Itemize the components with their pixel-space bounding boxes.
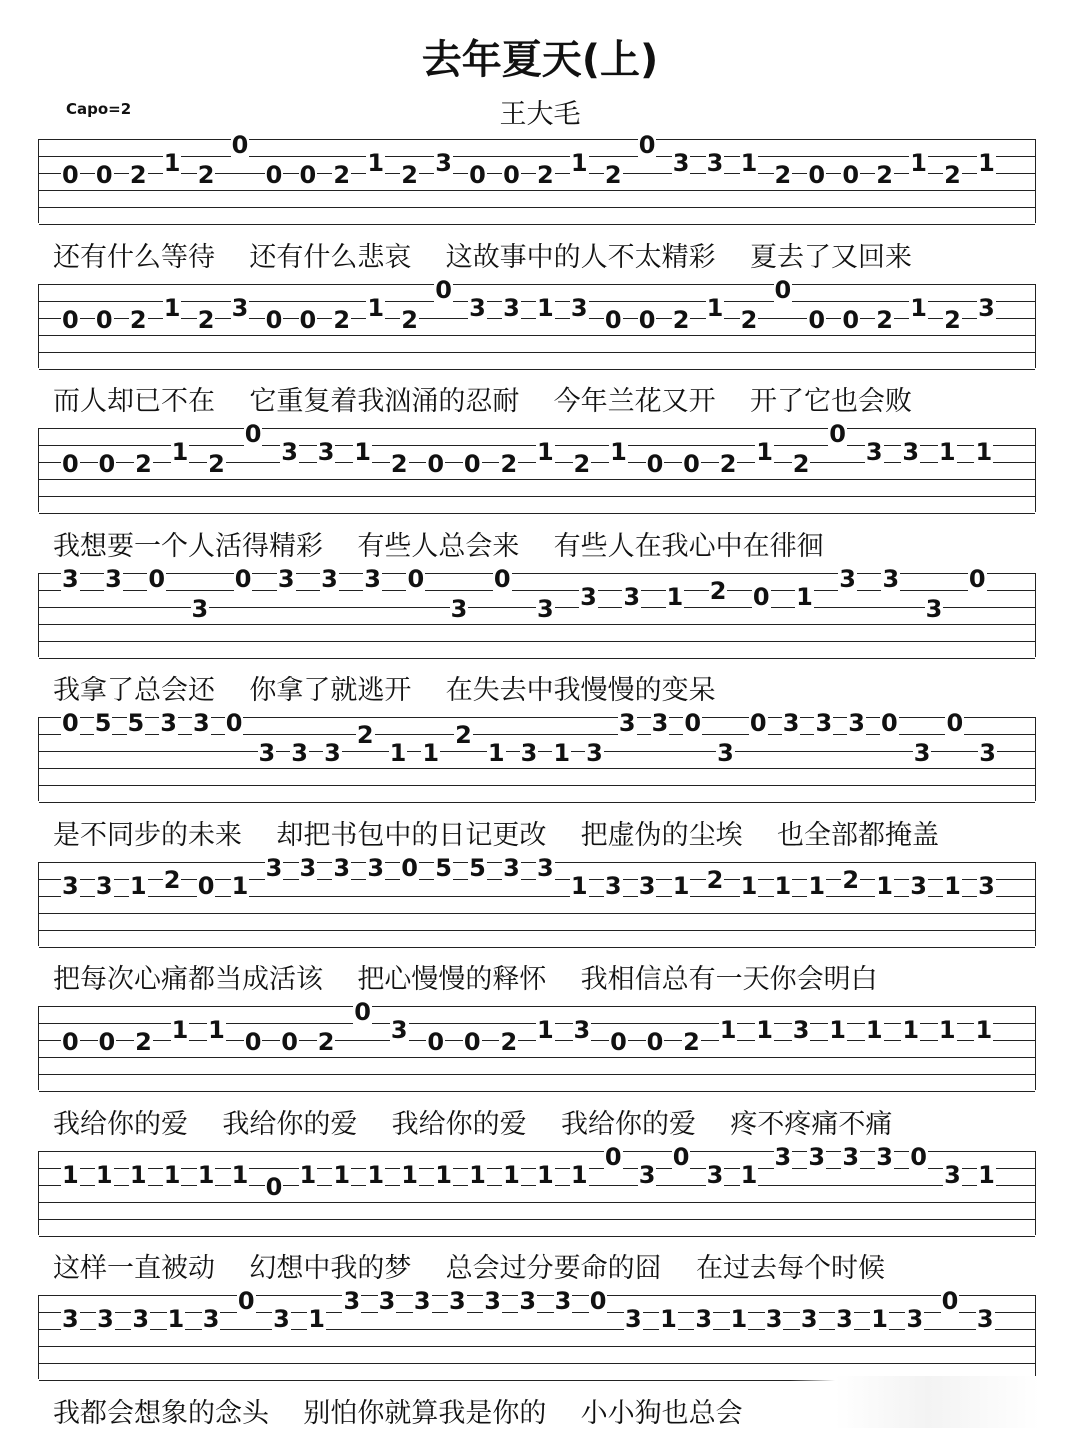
tab-note: 0 (62, 709, 79, 737)
tab-note: 3 (321, 564, 338, 593)
staff-line (39, 1219, 1035, 1220)
tab-note: 3 (503, 293, 520, 322)
tab-note: 1 (129, 871, 147, 900)
staff-line (39, 802, 1035, 803)
staff-line (39, 658, 1035, 659)
tab-note: 1 (553, 739, 571, 767)
tab-note: 1 (740, 1160, 758, 1189)
tab-note: 3 (277, 564, 295, 593)
author-name: 王大毛 (499, 99, 581, 130)
tab-note: 2 (944, 161, 961, 189)
tab-note: 2 (672, 305, 690, 334)
tab-note: 1 (435, 1160, 452, 1189)
tab-note: 0 (880, 709, 898, 737)
tab-note: 2 (135, 450, 152, 478)
tab-note: 1 (910, 293, 927, 322)
tab-note: 2 (740, 305, 758, 334)
tab-note: 3 (882, 564, 900, 593)
tab-staff (38, 998, 1036, 1090)
tab-note: 0 (910, 1142, 927, 1171)
tab-note: 1 (796, 582, 813, 611)
tab-note: 3 (450, 594, 468, 623)
tab-note: 0 (941, 1287, 959, 1315)
tab-note: 1 (610, 438, 627, 466)
tab-note: 1 (422, 739, 440, 767)
tab-note: 0 (610, 1028, 627, 1056)
tab-note: 3 (638, 1160, 656, 1189)
tab-staff (38, 1142, 1036, 1235)
tab-note: 3 (343, 1287, 361, 1315)
tab-note: 1 (208, 1016, 225, 1044)
tab-note: 3 (503, 853, 520, 882)
tab-note: 3 (978, 871, 995, 900)
tab-staff (38, 131, 1036, 223)
tab-note: 2 (500, 1028, 518, 1056)
tab-note: 2 (719, 450, 737, 478)
tab-note: 2 (706, 865, 724, 894)
tab-note: 1 (367, 293, 385, 322)
tab-note: 1 (730, 1305, 748, 1333)
tab-note: 3 (193, 709, 210, 737)
tab-note: 1 (95, 1160, 113, 1189)
tab-note: 2 (317, 1028, 335, 1056)
lyric-line: 还有什么等待 还有什么悲哀 这故事中的人不太精彩 夏去了又回来 (53, 241, 912, 273)
tab-note: 2 (944, 305, 961, 334)
tab-note: 3 (839, 564, 856, 593)
tab-note: 3 (484, 1287, 501, 1315)
staff-line (39, 1363, 1035, 1364)
tab-note: 3 (876, 1142, 893, 1171)
tab-note: 2 (774, 161, 792, 189)
tab-note: 1 (570, 1160, 588, 1189)
tab-staff (38, 853, 1036, 946)
tab-note: 1 (666, 582, 684, 611)
tab-note: 3 (706, 1160, 724, 1189)
tab-note: 3 (97, 1305, 114, 1333)
staff-line (39, 139, 1035, 140)
tab-note: 1 (469, 1160, 486, 1189)
tab-note: 3 (604, 871, 622, 900)
tab-note: 0 (646, 450, 664, 478)
tab-note: 0 (683, 450, 700, 478)
tab-note: 1 (719, 1016, 737, 1044)
tab-note: 1 (62, 1160, 79, 1189)
staff-line (39, 1236, 1035, 1237)
tab-note: 0 (435, 275, 452, 304)
tab-note: 1 (829, 1016, 846, 1044)
tab-note: 0 (234, 564, 252, 593)
tab-note: 0 (244, 1028, 262, 1056)
tab-note: 0 (265, 161, 283, 189)
tab-note: 3 (623, 582, 641, 611)
tab-note: 1 (487, 739, 505, 767)
tab-note: 0 (148, 564, 166, 593)
tab-note: 3 (469, 293, 486, 322)
tab-note: 1 (231, 871, 249, 900)
tab-note: 3 (618, 709, 636, 737)
tab-note: 3 (979, 739, 996, 767)
tab-note: 3 (273, 1305, 290, 1333)
lyric-line: 是不同步的未来 却把书包中的日记更改 把虚伪的尘埃 也全部都掩盖 (53, 819, 939, 851)
tab-note: 0 (265, 1172, 283, 1201)
staff-line (39, 947, 1035, 948)
tab-note: 3 (265, 853, 283, 882)
staff-line (39, 207, 1035, 208)
tab-note: 1 (537, 438, 554, 466)
staff-line (39, 913, 1035, 914)
tab-note: 0 (244, 420, 262, 448)
tab-note: 3 (202, 1305, 220, 1333)
tab-note: 1 (706, 293, 724, 322)
staff-line (39, 768, 1035, 769)
tab-note: 0 (62, 305, 79, 334)
tab-note: 3 (291, 739, 308, 767)
tab-note: 3 (925, 594, 943, 623)
tab-note: 2 (390, 450, 408, 478)
tab-note: 0 (604, 305, 622, 334)
tab-note: 0 (463, 450, 481, 478)
tab-note: 3 (792, 1016, 810, 1044)
tab-note: 2 (455, 721, 472, 749)
tab-note: 3 (62, 871, 79, 900)
tab-note: 3 (913, 739, 931, 767)
tab-note: 2 (129, 305, 147, 334)
tab-note: 0 (842, 161, 860, 189)
staff-line (39, 224, 1035, 225)
tab-note: 3 (105, 564, 122, 593)
tab-note: 3 (586, 739, 603, 767)
tab-note: 3 (333, 853, 351, 882)
staff-line (39, 1202, 1035, 1203)
tab-note: 0 (752, 582, 770, 611)
tab-staff (38, 420, 1036, 512)
staff-line (39, 496, 1035, 497)
tab-note: 1 (231, 1160, 249, 1189)
tab-note: 0 (672, 1142, 690, 1171)
tab-note: 1 (808, 871, 826, 900)
tab-note: 3 (765, 1305, 783, 1333)
tab-note: 2 (163, 865, 181, 894)
tab-note: 0 (197, 871, 215, 900)
staff-line (39, 479, 1035, 480)
tab-note: 0 (265, 305, 283, 334)
tab-note: 5 (435, 853, 452, 882)
tab-note: 3 (865, 438, 883, 466)
tab-note: 2 (537, 161, 554, 189)
tab-note: 3 (782, 709, 800, 737)
tab-note: 0 (493, 564, 511, 593)
tab-staff (38, 709, 1036, 801)
staff-line (39, 190, 1035, 191)
tab-note: 2 (197, 161, 215, 189)
tab-note: 2 (333, 161, 351, 189)
tab-note: 3 (580, 582, 597, 611)
tab-note: 1 (167, 1305, 185, 1333)
tab-note: 1 (975, 1016, 993, 1044)
tab-note: 3 (808, 1142, 826, 1171)
tab-note: 0 (237, 1287, 255, 1315)
tab-note: 1 (938, 1016, 956, 1044)
tab-note: 0 (95, 305, 113, 334)
lyric-line: 而人却已不在 它重复着我汹涌的忍耐 今年兰花又开 开了它也会败 (53, 386, 912, 417)
tab-note: 0 (427, 1028, 445, 1056)
staff-line (39, 352, 1035, 353)
tab-note: 0 (98, 1028, 116, 1056)
tab-note: 1 (299, 1160, 317, 1189)
tab-note: 3 (944, 1160, 961, 1189)
tab-note: 0 (231, 131, 249, 159)
tab-note: 3 (258, 739, 276, 767)
tab-note: 3 (435, 149, 452, 177)
tab-note: 3 (978, 293, 995, 322)
tab-note: 1 (660, 1305, 677, 1333)
tab-note: 1 (865, 1016, 883, 1044)
tab-note: 1 (163, 293, 181, 322)
tab-note: 0 (946, 709, 964, 737)
tab-note: 1 (975, 438, 993, 466)
tab-note: 1 (756, 1016, 773, 1044)
tab-note: 1 (537, 293, 554, 322)
staff-line (39, 335, 1035, 336)
tab-note: 0 (829, 420, 846, 448)
tab-note: 3 (774, 1142, 792, 1171)
tab-note: 1 (354, 438, 371, 466)
tab-note: 1 (367, 1160, 385, 1189)
tab-note: 5 (94, 709, 112, 737)
tab-note: 1 (503, 1160, 520, 1189)
tab-note: 3 (910, 871, 927, 900)
tab-note: 1 (570, 149, 588, 177)
tab-note: 2 (876, 305, 893, 334)
tab-note: 0 (638, 131, 656, 159)
tab-note: 3 (976, 1305, 994, 1333)
song-title: 去年夏天(上) (421, 37, 659, 83)
tab-note: 3 (95, 871, 113, 900)
tab-note: 0 (299, 305, 317, 334)
staff-line (39, 624, 1035, 625)
tab-note: 2 (683, 1028, 700, 1056)
staff-line (39, 513, 1035, 514)
tab-note: 3 (324, 739, 341, 767)
tab-note: 1 (163, 1160, 181, 1189)
tab-note: 3 (906, 1305, 924, 1333)
staff-line (39, 1057, 1035, 1058)
tab-note: 1 (171, 438, 189, 466)
tab-note: 3 (836, 1305, 853, 1333)
tab-note: 3 (815, 709, 833, 737)
tab-note: 3 (519, 1287, 537, 1315)
lyric-line: 我给你的爱 我给你的爱 我给你的爱 我给你的爱 疼不疼痛不痛 (53, 1108, 893, 1140)
tab-note: 0 (503, 161, 520, 189)
tab-note: 2 (573, 450, 591, 478)
tab-note: 3 (378, 1287, 396, 1315)
tab-note: 0 (62, 450, 79, 478)
tab-note: 1 (129, 1160, 147, 1189)
tab-note: 1 (910, 149, 927, 177)
tab-note: 0 (401, 853, 418, 882)
tab-note: 1 (774, 871, 792, 900)
tab-note: 1 (902, 1016, 920, 1044)
tab-note: 1 (740, 149, 758, 177)
tab-note: 2 (197, 305, 215, 334)
tab-note: 3 (554, 1287, 572, 1315)
tab-note: 1 (740, 871, 758, 900)
tab-note: 3 (624, 1305, 642, 1333)
tab-note: 1 (672, 871, 690, 900)
watermark-smudge (790, 1376, 1040, 1428)
tab-note: 3 (537, 594, 554, 623)
tab-note: 2 (792, 450, 810, 478)
tab-note: 1 (389, 739, 407, 767)
tab-note: 3 (520, 739, 538, 767)
lyric-line: 这样一直被动 幻想中我的梦 总会过分要命的囧 在过去每个时候 (53, 1253, 885, 1284)
tab-note: 0 (968, 564, 986, 593)
tab-note: 2 (876, 161, 893, 189)
tab-note: 3 (364, 564, 381, 593)
staff-line (39, 428, 1035, 429)
tab-note: 0 (299, 161, 317, 189)
lyric-line: 把每次心痛都当成活该 把心慢慢的释怀 我相信总有一天你会明白 (53, 964, 878, 995)
tab-note: 1 (367, 149, 385, 177)
tab-note: 0 (684, 709, 702, 737)
tab-note: 1 (871, 1305, 888, 1333)
tab-note: 0 (281, 1028, 298, 1056)
lyric-line: 我都会想象的念头 别怕你就算我是你的 小小狗也总会 (53, 1397, 743, 1429)
tab-note: 3 (570, 293, 588, 322)
capo-label: Capo=2 (66, 100, 132, 118)
tab-note: 0 (808, 305, 826, 334)
tab-note: 1 (570, 871, 588, 900)
tab-note: 3 (449, 1287, 466, 1315)
tab-note: 3 (537, 853, 554, 882)
tab-note: 3 (299, 853, 317, 882)
tab-note: 1 (944, 871, 961, 900)
tab-note: 3 (367, 853, 385, 882)
tab-note: 3 (317, 438, 335, 466)
staff-line (39, 785, 1035, 786)
tab-note: 2 (129, 161, 147, 189)
tab-note: 3 (132, 1305, 150, 1333)
tab-note: 2 (842, 865, 860, 894)
tab-note: 0 (62, 161, 79, 189)
staff-line (39, 369, 1035, 370)
tab-note: 0 (808, 161, 826, 189)
tab-note: 3 (160, 709, 177, 737)
tab-note: 2 (333, 305, 351, 334)
staff-line (39, 1346, 1035, 1347)
tab-note: 1 (978, 149, 995, 177)
tab-note: 0 (749, 709, 767, 737)
tab-note: 1 (876, 871, 893, 900)
tab-note: 3 (281, 438, 298, 466)
tab-note: 3 (800, 1305, 818, 1333)
tab-staff (38, 275, 1036, 368)
tab-note: 0 (774, 275, 792, 304)
staff-line (39, 1006, 1035, 1007)
lyric-line: 我想要一个人活得精彩 有些人总会来 有些人在我心中在徘徊 (53, 530, 824, 562)
tab-note: 0 (427, 450, 445, 478)
tab-note: 1 (171, 1016, 189, 1044)
tab-note: 2 (401, 161, 418, 189)
tab-note: 0 (225, 709, 243, 737)
tab-note: 0 (354, 998, 371, 1026)
tab-note: 3 (62, 564, 79, 593)
tab-note: 0 (95, 161, 113, 189)
tab-note: 5 (127, 709, 145, 737)
tab-note: 3 (62, 1305, 79, 1333)
tab-note: 0 (62, 1028, 79, 1056)
tab-note: 3 (695, 1305, 713, 1333)
tab-note: 0 (604, 1142, 622, 1171)
tab-note: 0 (463, 1028, 481, 1056)
tab-note: 5 (469, 853, 486, 882)
tab-note: 1 (197, 1160, 215, 1189)
tab-note: 3 (651, 709, 669, 737)
tab-note: 2 (356, 721, 374, 749)
staff-line (39, 930, 1035, 931)
tab-staff (38, 564, 1036, 657)
staff-line (39, 1091, 1035, 1092)
tab-note: 2 (208, 450, 225, 478)
tab-note: 1 (537, 1016, 554, 1044)
tab-note: 1 (938, 438, 956, 466)
tab-note: 0 (407, 564, 425, 593)
tab-note: 0 (469, 161, 486, 189)
staff-line (39, 156, 1035, 157)
tab-note: 0 (842, 305, 860, 334)
tab-note: 1 (537, 1160, 554, 1189)
tab-note: 1 (756, 438, 773, 466)
staff-line (39, 641, 1035, 642)
tab-note: 3 (717, 739, 734, 767)
tab-note: 0 (589, 1287, 607, 1315)
tab-note: 3 (902, 438, 920, 466)
tab-note: 3 (638, 871, 656, 900)
tab-note: 2 (401, 305, 418, 334)
lyric-line: 我拿了总会还 你拿了就逃开 在失去中我慢慢的变呆 (53, 675, 716, 706)
tab-note: 1 (308, 1305, 325, 1333)
tab-note: 3 (390, 1016, 408, 1044)
tab-note: 0 (638, 305, 656, 334)
tab-note: 3 (191, 594, 209, 623)
tab-note: 0 (98, 450, 116, 478)
tab-note: 3 (573, 1016, 591, 1044)
tab-note: 1 (978, 1160, 995, 1189)
tab-staff (38, 1287, 1036, 1379)
tab-note: 3 (413, 1287, 431, 1315)
tab-note: 2 (135, 1028, 152, 1056)
tab-note: 2 (709, 576, 727, 605)
tab-note: 1 (163, 149, 181, 177)
tab-note: 3 (848, 709, 865, 737)
tab-note: 2 (604, 161, 622, 189)
tab-note: 3 (672, 149, 690, 177)
tab-note: 3 (706, 149, 724, 177)
tab-note: 2 (500, 450, 518, 478)
tab-note: 1 (401, 1160, 418, 1189)
tab-note: 1 (333, 1160, 351, 1189)
tab-note: 3 (842, 1142, 860, 1171)
staff-line (39, 1074, 1035, 1075)
staff-line (39, 284, 1035, 285)
tab-note: 0 (646, 1028, 664, 1056)
tab-note: 3 (231, 293, 249, 322)
